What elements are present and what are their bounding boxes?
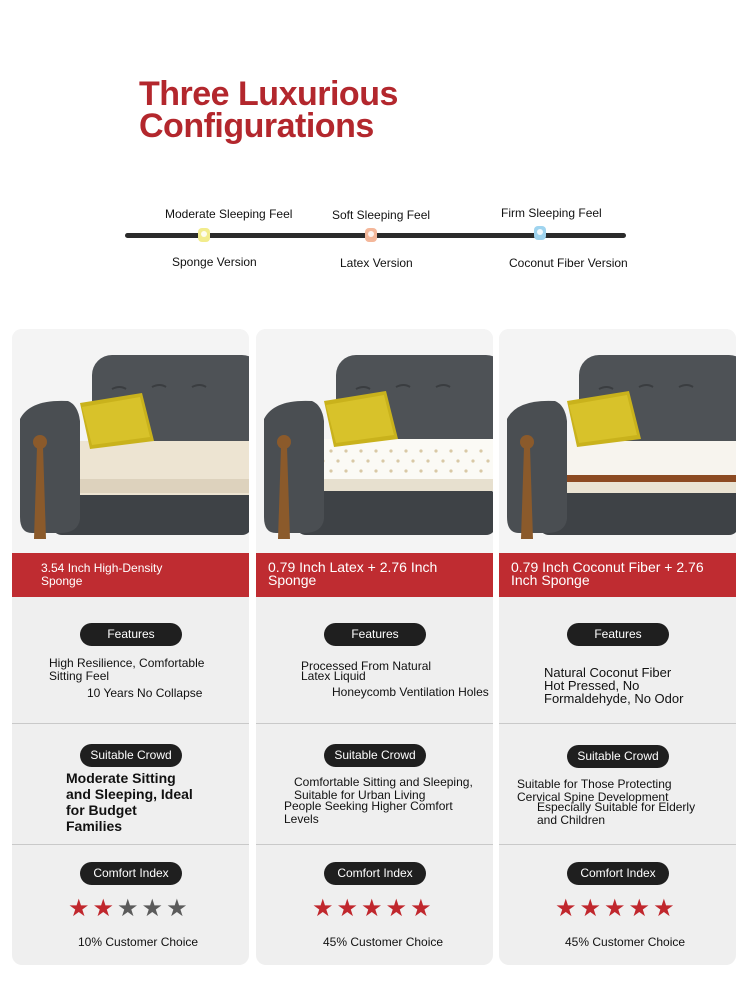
spec-banner-sponge <box>12 553 249 597</box>
crowd-text-2: Suitable for Urban Living <box>294 788 426 802</box>
features-pill: Features <box>80 623 182 646</box>
suitable-crowd-pill: Suitable Crowd <box>567 745 669 768</box>
config-card-sponge <box>12 329 249 965</box>
star-filled-icon: ★ <box>579 895 602 922</box>
feel-label-soft: Soft Sleeping Feel <box>332 208 431 222</box>
sofa-latex-image <box>256 329 493 553</box>
spec-line-2: Sponge <box>41 574 83 588</box>
feature-text-3: 10 Years No Collapse <box>87 686 203 700</box>
feel-label-moderate: Moderate Sleeping Feel <box>165 207 293 221</box>
version-label-sponge: Sponge Version <box>172 255 257 269</box>
config-card-latex <box>256 329 493 965</box>
crowd-text-3: People Seeking Higher Comfort <box>284 799 453 813</box>
star-filled-icon: ★ <box>628 895 651 922</box>
star-filled-icon: ★ <box>68 895 90 922</box>
star-empty-icon: ★ <box>166 895 188 922</box>
crowd-text-1: Moderate Sitting <box>66 770 176 786</box>
comfort-rating <box>555 897 675 921</box>
config-card-coconut <box>499 329 736 965</box>
star-filled-icon: ★ <box>312 895 334 922</box>
spec-line-2: Inch Sponge <box>511 572 590 588</box>
feature-text-1: High Resilience, Comfortable <box>49 656 205 670</box>
version-label-coconut: Coconut Fiber Version <box>509 256 628 270</box>
crowd-text-3: for Budget <box>66 802 137 818</box>
section-divider <box>12 723 249 724</box>
comfort-index-pill: Comfort Index <box>80 862 182 885</box>
star-filled-icon: ★ <box>336 895 359 922</box>
section-divider <box>499 723 736 724</box>
spec-banner-coconut <box>499 553 736 597</box>
star-filled-icon: ★ <box>653 895 675 922</box>
comfort-index-pill: Comfort Index <box>567 862 669 885</box>
sofa-coconut-image <box>499 329 736 553</box>
crowd-text-4: Families <box>66 818 123 834</box>
star-empty-icon: ★ <box>141 895 164 922</box>
crowd-text-1: Suitable for Those Protecting <box>517 777 672 791</box>
feature-text-2: Sitting Feel <box>49 669 110 683</box>
star-filled-icon: ★ <box>410 895 432 922</box>
spec-line-1: 3.54 Inch High-Density <box>41 561 163 575</box>
version-label-latex: Latex Version <box>340 256 413 270</box>
crowd-text-2: Cervical Spine Development <box>517 790 669 804</box>
crowd-text-4: Levels <box>284 812 319 826</box>
suitable-crowd-pill: Suitable Crowd <box>324 744 426 767</box>
suitable-crowd-pill: Suitable Crowd <box>80 744 182 767</box>
spec-line-1: 0.79 Inch Coconut Fiber + 2.76 <box>511 559 704 575</box>
title-line-2: Configurations <box>139 107 374 145</box>
star-filled-icon: ★ <box>361 895 383 922</box>
feel-label-firm: Firm Sleeping Feel <box>501 206 602 220</box>
spec-line-2: Sponge <box>268 572 317 588</box>
slider-knob-coconut[interactable] <box>534 226 546 240</box>
slider-knob-latex[interactable] <box>365 228 377 242</box>
crowd-text-1: Comfortable Sitting and Sleeping, <box>294 775 473 789</box>
section-divider <box>256 723 493 724</box>
spec-line-1: 0.79 Inch Latex + 2.76 Inch <box>268 559 438 575</box>
sofa-sponge-image <box>12 329 249 553</box>
page-title <box>139 75 398 145</box>
star-empty-icon: ★ <box>117 895 139 922</box>
section-divider <box>256 844 493 845</box>
crowd-text-3: Especially Suitable for Elderly <box>537 800 696 814</box>
customer-choice: 45% Customer Choice <box>323 935 444 949</box>
star-filled-icon: ★ <box>604 895 626 922</box>
section-divider <box>499 844 736 845</box>
customer-choice: 45% Customer Choice <box>565 935 686 949</box>
star-filled-icon: ★ <box>385 895 408 922</box>
feature-text-2: Latex Liquid <box>301 669 366 683</box>
crowd-text-2: and Sleeping, Ideal <box>66 786 193 802</box>
features-pill: Features <box>324 623 426 646</box>
slider-knob-sponge[interactable] <box>198 228 210 242</box>
section-divider <box>12 844 249 845</box>
features-pill: Features <box>567 623 669 646</box>
feature-text-1: Natural Coconut Fiber <box>544 665 672 680</box>
star-filled-icon: ★ <box>555 895 577 922</box>
comfort-rating <box>312 897 432 921</box>
feature-text-2: Hot Pressed, No <box>544 678 640 693</box>
comfort-index-pill: Comfort Index <box>324 862 426 885</box>
spec-banner-latex <box>256 553 493 597</box>
comfort-rating <box>68 897 188 921</box>
feature-text-1: Processed From Natural <box>301 659 432 673</box>
feature-text-3: Formaldehyde, No Odor <box>544 691 684 706</box>
crowd-text-4: and Children <box>537 813 606 827</box>
feature-text-3: Honeycomb Ventilation Holes <box>332 685 489 699</box>
star-filled-icon: ★ <box>92 895 115 922</box>
customer-choice: 10% Customer Choice <box>78 935 199 949</box>
title-line-1: Three Luxurious <box>139 75 398 113</box>
